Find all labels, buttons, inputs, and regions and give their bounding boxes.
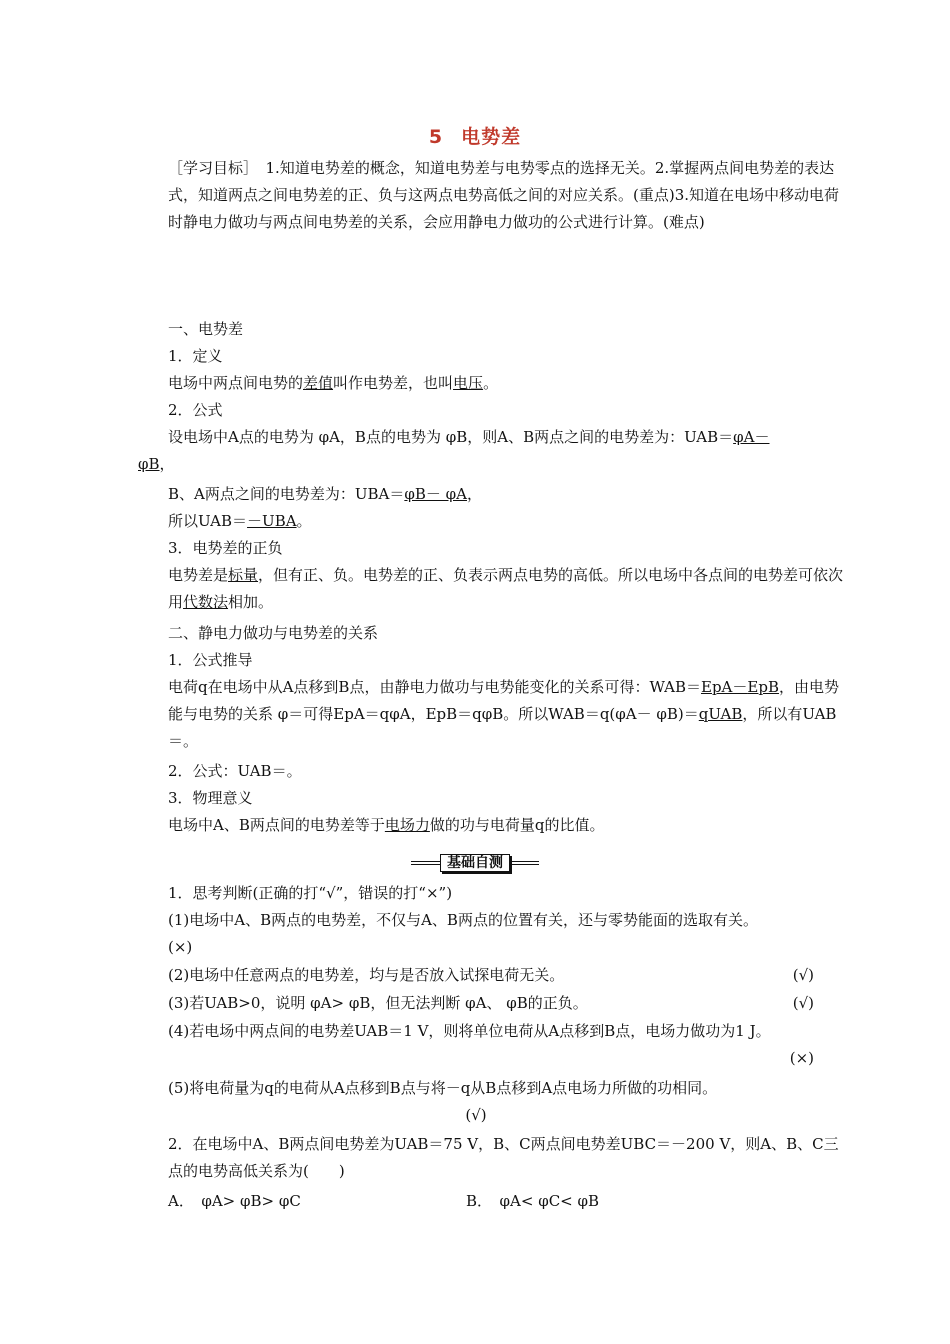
judge-mark-4: (×) (789, 1049, 814, 1067)
section1-heading: 一、电势差 (168, 320, 244, 338)
derivation-answer-1b: EpB (747, 678, 779, 696)
derivation-heading: 1．公式推导 (168, 651, 253, 669)
meaning-heading: 3．物理意义 (168, 789, 253, 807)
question2-stem: 2．在电场中A、B两点间电势差为UAB＝75 V，B、C两点间电势差UBC＝－200 V，则A、B、C三点的电势高低关系为( ) (168, 1135, 839, 1180)
formula-answer-1b: φB (138, 455, 160, 473)
derivation-answer-2: qUAB (698, 705, 743, 723)
basic-self-test-badge (411, 854, 539, 872)
formula-uba (138, 481, 844, 508)
badge-line-right (510, 861, 539, 865)
formula-line1: 设电场中A点的电势为 φA，B点的电势为 φB，则A、B两点之间的电势差为：UAB＝ (168, 428, 734, 446)
judge-item-4: (4)若电场中两点间的电势差UAB＝1 V，则将单位电荷从A点移到B点，电场力做功为1 J。 (168, 1022, 771, 1040)
option-b[interactable]: B． φA< φC< φB (466, 1192, 600, 1210)
judge-item-2: (2)电场中任意两点的电势差，均与是否放入试探电荷无关。 (168, 966, 565, 984)
definition-heading: 1．定义 (168, 347, 223, 365)
learning-objectives: ［学习目标］ 1.知道电势差的概念，知道电势差与电势零点的选择无关。2.掌握两点间电势差的表达式，知道两点之间电势差的正、负与这两点电势高低之间的对应关系。(重点)3.知道在电场中移动电荷时静电力做功与两点间电势差的关系，会应用静电力做功的公式进行计算。(难点) (168, 159, 840, 231)
derivation-b: ，由电势能与电势的关系 φ＝可得EpA＝qφA，EpB＝qφB。所以WAB＝q(φA－ φB)＝ (168, 678, 839, 723)
sign-heading: 3．电势差的正负 (168, 539, 283, 557)
judge-mark-3: (√) (792, 994, 814, 1012)
derivation-c: ，所以有UAB＝。 (168, 705, 837, 750)
judge-mark-5: (√) (465, 1106, 487, 1124)
meaning-b: 做的功与电荷量q的比值。 (429, 816, 605, 834)
title-number: 5 (428, 126, 444, 148)
question1-stem: 1．思考判断(正确的打“√”，错误的打“×”) (168, 884, 453, 902)
badge-label: 基础自测 (440, 854, 510, 872)
sign-answer-2: 代数法 (183, 593, 229, 611)
relation-answer: －UBA (247, 512, 297, 530)
derivation-a: 电荷q在电场中从A点移到B点，由静电力做功与电势能变化的关系可得：WAB＝ (168, 678, 701, 696)
badge-line-left (411, 861, 440, 865)
judge-mark-2: (√) (792, 966, 814, 984)
sign-answer-1: 标量 (228, 566, 259, 584)
uba-answer: φB－ φA (404, 485, 467, 503)
def-text-c: 。 (483, 374, 499, 392)
derivation-text (138, 674, 844, 755)
def-text-b: 叫作电势差，也叫 (333, 374, 454, 392)
judge-item-5: (5)将电荷量为q的电荷从A点移到B点与将－q从B点移到A点电场力所做的功相同。 (168, 1079, 718, 1097)
formula-heading: 2．公式 (168, 401, 223, 419)
option-a[interactable]: A． φA> φB> φC (168, 1192, 301, 1210)
title-text: 电势差 (461, 126, 522, 148)
formula-text (138, 424, 844, 478)
sign-text-a: 电势差是 (168, 566, 229, 584)
judge-item-1: (1)电场中A、B两点的电势差，不仅与A、B两点的位置有关，还与零势能面的选取有关。 (168, 911, 758, 929)
meaning-a: 电场中A、B两点间的电势差等于 (168, 816, 385, 834)
definition-text (138, 370, 844, 397)
sign-text-c: 相加。 (228, 593, 274, 611)
section2-heading: 二、静电力做功与电势差的关系 (168, 624, 379, 642)
meaning-answer: 电场力 (384, 816, 430, 834)
judge-item-3: (3)若UAB>0，说明 φA> φB，但无法判断 φA、 φB的正负。 (168, 994, 588, 1012)
formula-comma: ， (159, 455, 175, 473)
derivation-answer-1: EpA－ (701, 678, 748, 696)
judge-mark-1: (×) (168, 938, 193, 956)
meaning-text (138, 812, 844, 839)
relation-end: 。 (296, 512, 312, 530)
def-answer-2: 电压 (453, 374, 484, 392)
page-title (0, 122, 950, 149)
uba-text: B、A两点之间的电势差为：UBA＝ (168, 485, 405, 503)
sign-text (138, 562, 844, 616)
relation-text: 所以UAB＝ (168, 512, 248, 530)
formula-answer-1: φA－ (733, 428, 770, 446)
def-text-a: 电场中两点间电势的 (168, 374, 304, 392)
formula2-heading: 2．公式：UAB＝。 (168, 762, 302, 780)
def-answer-1: 差值 (303, 374, 334, 392)
uba-end: ， (467, 485, 483, 503)
sign-text-b: ，但有正、负。电势差的正、负表示两点电势的高低。所以电场中各点间的电势差可依次用 (168, 566, 844, 611)
formula-relation (138, 508, 844, 535)
